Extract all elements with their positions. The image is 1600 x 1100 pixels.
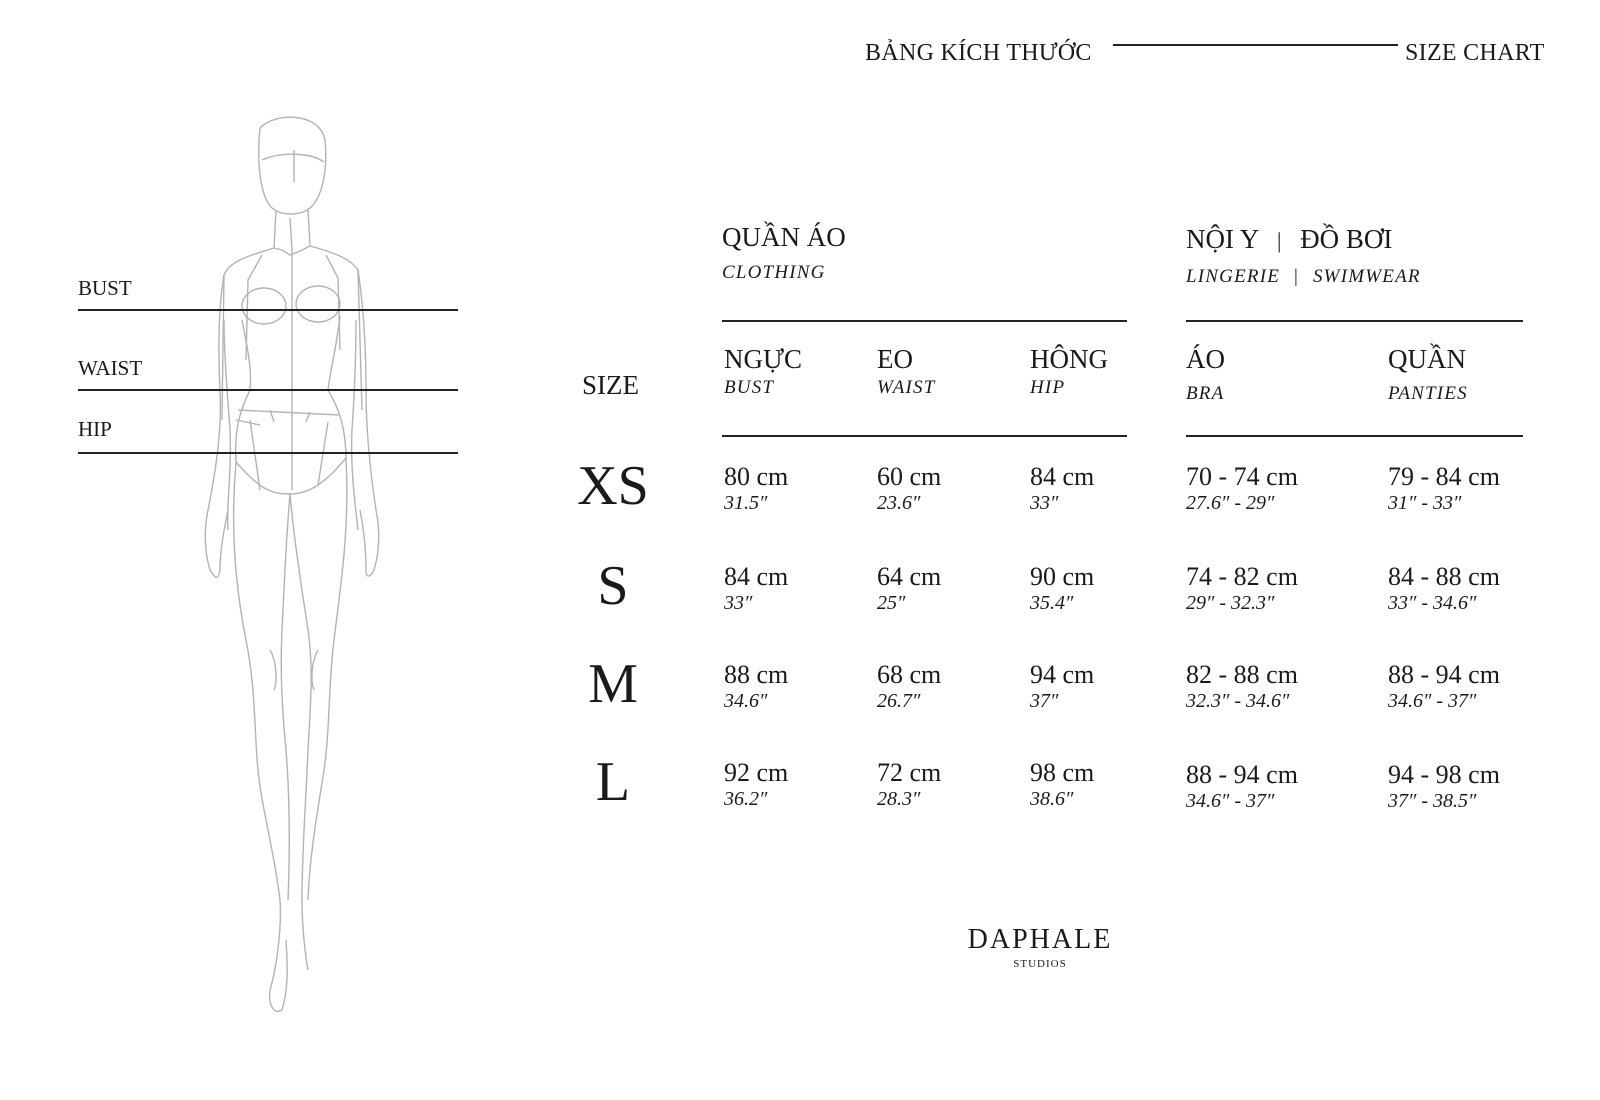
lingerie-col-bra xyxy=(1186,344,1225,405)
cell-clothing-m-2 xyxy=(1030,660,1094,713)
cell-inch-value: 38.6″ xyxy=(1030,787,1074,810)
cell-inch-value: 23.6″ xyxy=(877,491,921,514)
cell-cm-value: 84 - 88 cm xyxy=(1388,562,1500,591)
cell-inch-value: 33″ xyxy=(724,591,753,614)
lingerie-header-rule xyxy=(1186,435,1523,437)
cell-clothing-l-2 xyxy=(1030,758,1094,811)
cell-clothing-s-2 xyxy=(1030,562,1094,615)
cell-clothing-m-0 xyxy=(724,660,788,713)
size-label-l: L xyxy=(595,751,631,813)
cell-cm-value: 94 cm xyxy=(1030,660,1095,689)
cell-cm-value: 60 cm xyxy=(877,462,942,491)
header-title-en: SIZE CHART xyxy=(1405,40,1545,66)
lingerie-title xyxy=(1186,224,1392,255)
clothing-col-bust xyxy=(724,344,802,399)
cell-clothing-l-0 xyxy=(724,758,788,811)
cell-clothing-xs-0 xyxy=(724,462,788,515)
cell-inch-value: 27.6″ - 29″ xyxy=(1186,491,1275,514)
cell-lingerie-s-1 xyxy=(1388,562,1500,615)
lingerie-top-rule xyxy=(1186,320,1523,322)
clothing-col-hip xyxy=(1030,344,1108,399)
cell-cm-value: 84 cm xyxy=(1030,462,1095,491)
cell-inch-value: 31.5″ xyxy=(724,491,768,514)
cell-inch-value: 33″ xyxy=(1030,491,1059,514)
cell-lingerie-l-0 xyxy=(1186,760,1298,813)
bust-line xyxy=(78,309,458,311)
cell-inch-value: 37″ - 38.5″ xyxy=(1388,789,1477,812)
cell-inch-value: 32.3″ - 34.6″ xyxy=(1186,689,1290,712)
waist-line xyxy=(78,389,458,391)
cell-clothing-s-0 xyxy=(724,562,788,615)
cell-inch-value: 28.3″ xyxy=(877,787,921,810)
cell-cm-value: 74 - 82 cm xyxy=(1186,562,1298,591)
brand-name: DAPHALE xyxy=(967,924,1113,955)
cell-clothing-l-1 xyxy=(877,758,941,811)
cell-inch-value: 37″ xyxy=(1030,689,1059,712)
col-title-en: HIP xyxy=(1030,377,1066,398)
cell-lingerie-xs-0 xyxy=(1186,462,1298,515)
col-title-vn: ÁO xyxy=(1186,344,1225,374)
col-title-en: PANTIES xyxy=(1388,383,1468,404)
cell-clothing-xs-2 xyxy=(1030,462,1094,515)
col-title-vn: QUẦN xyxy=(1388,344,1466,374)
col-title-vn: EO xyxy=(877,344,913,374)
cell-inch-value: 35.4″ xyxy=(1030,591,1074,614)
cell-cm-value: 98 cm xyxy=(1030,758,1095,787)
lingerie-subtitle xyxy=(1186,266,1421,288)
cell-cm-value: 64 cm xyxy=(877,562,942,591)
cell-inch-value: 36.2″ xyxy=(724,787,768,810)
clothing-header-rule xyxy=(722,435,1127,437)
size-label-m: M xyxy=(588,653,638,715)
lingerie-subtitle-a: LINGERIE xyxy=(1186,266,1281,287)
size-label-s: S xyxy=(597,555,629,617)
header-title-vn: BẢNG KÍCH THƯỚC xyxy=(865,40,1092,66)
cell-clothing-m-1 xyxy=(877,660,941,713)
cell-lingerie-m-1 xyxy=(1388,660,1500,713)
cell-cm-value: 80 cm xyxy=(724,462,789,491)
figure-label-waist: WAIST xyxy=(78,356,143,380)
clothing-col-waist xyxy=(877,344,936,399)
cell-cm-value: 79 - 84 cm xyxy=(1388,462,1500,491)
cell-cm-value: 88 - 94 cm xyxy=(1186,760,1298,789)
lingerie-col-panties xyxy=(1388,344,1468,405)
clothing-subtitle: CLOTHING xyxy=(722,262,826,283)
cell-clothing-s-1 xyxy=(877,562,941,615)
cell-lingerie-l-1 xyxy=(1388,760,1500,813)
size-label-xs: XS xyxy=(577,455,649,517)
fashion-croquis-figure xyxy=(190,110,420,1050)
col-title-en: WAIST xyxy=(877,377,936,398)
title-separator: | xyxy=(1276,228,1282,253)
cell-cm-value: 88 cm xyxy=(724,660,789,689)
cell-cm-value: 72 cm xyxy=(877,758,942,787)
cell-inch-value: 25″ xyxy=(877,591,906,614)
clothing-top-rule xyxy=(722,320,1127,322)
col-title-vn: NGỰC xyxy=(724,344,802,374)
size-column-heading: SIZE xyxy=(582,370,639,400)
cell-lingerie-xs-1 xyxy=(1388,462,1500,515)
cell-inch-value: 26.7″ xyxy=(877,689,921,712)
lingerie-subtitle-b: SWIMWEAR xyxy=(1312,266,1421,287)
cell-inch-value: 29″ - 32.3″ xyxy=(1186,591,1275,614)
cell-inch-value: 31″ - 33″ xyxy=(1388,491,1462,514)
clothing-title: QUẦN ÁO xyxy=(722,222,846,252)
brand-logo xyxy=(930,924,1150,970)
cell-inch-value: 33″ - 34.6″ xyxy=(1388,591,1477,614)
lingerie-title-b: ĐỒ BƠI xyxy=(1300,224,1393,254)
cell-cm-value: 94 - 98 cm xyxy=(1388,760,1500,789)
col-title-en: BUST xyxy=(724,377,775,398)
cell-cm-value: 70 - 74 cm xyxy=(1186,462,1298,491)
figure-label-bust: BUST xyxy=(78,276,132,300)
cell-cm-value: 88 - 94 cm xyxy=(1388,660,1500,689)
cell-lingerie-m-0 xyxy=(1186,660,1298,713)
cell-inch-value: 34.6″ - 37″ xyxy=(1186,789,1275,812)
lingerie-title-a: NỘI Y xyxy=(1186,224,1259,254)
cell-cm-value: 90 cm xyxy=(1030,562,1095,591)
cell-cm-value: 82 - 88 cm xyxy=(1186,660,1298,689)
header-divider xyxy=(1113,44,1398,46)
figure-label-hip: HIP xyxy=(78,417,112,441)
hip-line xyxy=(78,452,458,454)
col-title-en: BRA xyxy=(1186,383,1225,404)
cell-inch-value: 34.6″ xyxy=(724,689,768,712)
cell-cm-value: 84 cm xyxy=(724,562,789,591)
cell-lingerie-s-0 xyxy=(1186,562,1298,615)
cell-inch-value: 34.6″ - 37″ xyxy=(1388,689,1477,712)
col-title-vn: HÔNG xyxy=(1030,344,1108,374)
cell-cm-value: 68 cm xyxy=(877,660,942,689)
brand-sub: STUDIOS xyxy=(1013,958,1067,970)
cell-cm-value: 92 cm xyxy=(724,758,789,787)
cell-clothing-xs-1 xyxy=(877,462,941,515)
subtitle-separator: | xyxy=(1294,266,1300,287)
